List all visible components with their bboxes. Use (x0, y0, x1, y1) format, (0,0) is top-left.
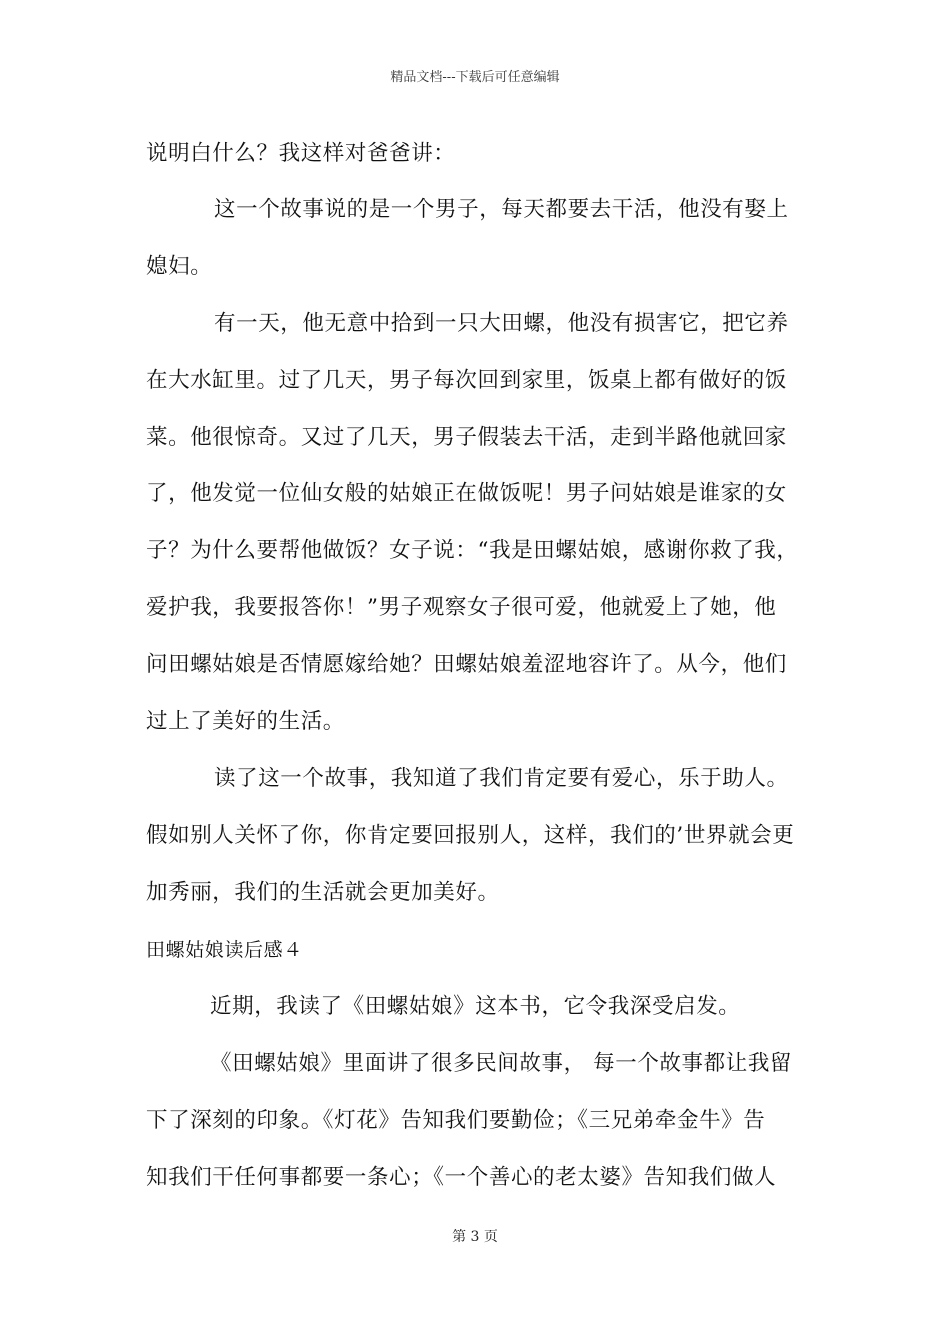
text-line: 近期，我读了《田螺姑娘》这本书，它令我深受启发。 (210, 994, 741, 1019)
text-line: 爱护我，我要报答你！”男子观察女子很可爱，他就爱上了她，他 (146, 595, 777, 620)
text-line: 了，他发觉一位仙女般的姑娘正在做饭呢！男子问姑娘是谁家的女 (146, 481, 787, 506)
text-line: 媳妇。 (146, 254, 213, 279)
text-line: 加秀丽，我们的生活就会更加美好。 (146, 880, 500, 905)
text-line: 假如别人关怀了你，你肯定要回报别人，这样，我们的’世界就会更 (146, 823, 795, 848)
text-line: 《田螺姑娘》里面讲了很多民间故事， 每一个故事都让我留 (210, 1051, 793, 1076)
text-line: 在大水缸里。过了几天，男子每次回到家里，饭桌上都有做好的饭 (146, 368, 787, 393)
text-line: 菜。他很惊奇。又过了几天，男子假装去干活，走到半路他就回家 (146, 425, 787, 450)
text-line: 知我们干任何事都要一条心；《一个善心的老太婆》告知我们做人 (146, 1165, 777, 1190)
text-line: 说明白什么？我这样对爸爸讲： (146, 141, 456, 166)
page-header: 精品文档---下载后可任意编辑 (390, 70, 560, 85)
text-line: 下了深刻的印象。《灯花》告知我们要勤俭；《三兄弟牵金牛》告 (146, 1108, 766, 1133)
text-line: 有一天，他无意中拾到一只大田螺，他没有损害它，把它养 (214, 311, 789, 336)
text-line: 读了这一个故事，我知道了我们肯定要有爱心，乐于助人。 (214, 766, 789, 791)
text-line: 过上了美好的生活。 (146, 709, 345, 734)
text-line: 这一个故事说的是一个男子，每天都要去干活，他没有娶上 (214, 197, 789, 222)
page-number: 第 3 页 (452, 1229, 498, 1245)
text-line: 问田螺姑娘是否情愿嫁给她？田螺姑娘羞涩地容许了。从今，他们 (146, 652, 787, 677)
text-line: 子？为什么要帮他做饭？女子说：“我是田螺姑娘，感谢你救了我， (146, 538, 799, 563)
section-heading: 田螺姑娘读后感４ (146, 939, 303, 961)
